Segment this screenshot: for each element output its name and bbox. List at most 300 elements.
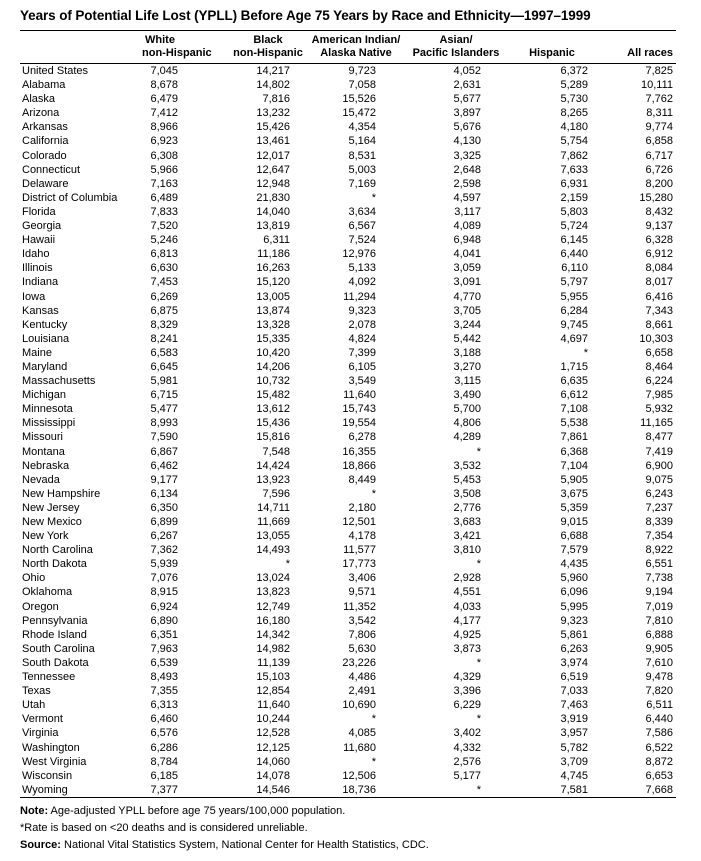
value-american-indian-alaska-native: 15,743 [342, 403, 376, 416]
value-american-indian-alaska-native: 7,524 [348, 234, 376, 247]
state-name: New Jersey [22, 501, 80, 514]
value-american-indian-alaska-native: 10,690 [342, 699, 376, 712]
value-hispanic: 6,519 [560, 671, 588, 684]
value-american-indian-alaska-native: 3,542 [348, 614, 376, 627]
value-all-races: 6,551 [645, 558, 673, 571]
value-american-indian-alaska-native: 16,355 [342, 445, 376, 458]
table-row [20, 459, 676, 473]
value-black-non-hispanic: 12,647 [256, 163, 290, 176]
value-hispanic: 7,633 [560, 163, 588, 176]
table-row [20, 149, 676, 163]
table-row [20, 247, 676, 261]
value-american-indian-alaska-native: 5,164 [348, 135, 376, 148]
value-white-non-hispanic: 6,267 [150, 530, 178, 543]
value-all-races: 7,354 [645, 530, 673, 543]
asterisk-note-line: *Rate is based on <20 deaths and is considered unreliable. [20, 821, 308, 834]
value-black-non-hispanic: 14,342 [256, 628, 290, 641]
value-all-races: 8,432 [645, 205, 673, 218]
value-american-indian-alaska-native: 3,549 [348, 375, 376, 388]
value-all-races: 8,339 [645, 516, 673, 528]
value-asian-pacific-islanders: * [476, 445, 481, 458]
table-row [20, 614, 676, 628]
state-name: Wyoming [22, 783, 68, 796]
note-line [20, 803, 676, 820]
value-american-indian-alaska-native: 6,105 [348, 360, 376, 373]
table-row [20, 684, 676, 698]
table-row [20, 163, 676, 177]
value-hispanic: 7,861 [560, 431, 588, 444]
value-american-indian-alaska-native: 4,354 [348, 121, 376, 134]
value-hispanic: 5,724 [560, 220, 588, 233]
value-white-non-hispanic: 6,479 [150, 93, 178, 106]
value-white-non-hispanic: 6,460 [150, 713, 178, 726]
value-asian-pacific-islanders: 3,091 [453, 276, 481, 289]
col-header-line: Asian/ [439, 34, 473, 46]
table-row [20, 642, 676, 656]
value-white-non-hispanic: 6,313 [150, 699, 178, 712]
table-row [20, 261, 676, 275]
state-name: Delaware [22, 177, 69, 190]
value-white-non-hispanic: 6,923 [150, 135, 178, 148]
value-asian-pacific-islanders: 4,052 [453, 65, 481, 77]
value-hispanic: 4,435 [560, 558, 588, 571]
value-hispanic: 9,015 [560, 516, 588, 528]
value-american-indian-alaska-native: 7,806 [348, 628, 376, 641]
value-asian-pacific-islanders: 2,776 [453, 501, 481, 514]
value-asian-pacific-islanders: 5,442 [453, 332, 481, 345]
value-hispanic: 9,323 [560, 614, 588, 627]
value-all-races: 7,019 [645, 600, 673, 613]
value-american-indian-alaska-native: 8,449 [348, 473, 376, 486]
value-black-non-hispanic: 13,024 [256, 572, 290, 585]
value-american-indian-alaska-native: 17,773 [342, 558, 376, 571]
value-hispanic: 6,263 [560, 642, 588, 655]
table-row [20, 388, 676, 402]
ypll-table [20, 30, 676, 798]
value-black-non-hispanic: 13,923 [256, 473, 290, 486]
table-row [20, 275, 676, 289]
value-hispanic: 7,463 [560, 699, 588, 712]
state-name: Illinois [22, 262, 53, 275]
value-black-non-hispanic: 13,612 [256, 403, 290, 416]
value-all-races: 6,224 [645, 375, 673, 388]
value-all-races: 6,511 [646, 699, 673, 712]
state-name: North Carolina [22, 544, 93, 557]
value-all-races: 8,311 [646, 107, 673, 120]
state-name: Vermont [22, 713, 63, 726]
value-all-races: 6,522 [645, 741, 673, 754]
value-asian-pacific-islanders: 3,421 [453, 530, 481, 543]
value-white-non-hispanic: 7,377 [150, 783, 178, 796]
value-asian-pacific-islanders: 4,925 [453, 628, 481, 641]
value-black-non-hispanic: 10,420 [256, 346, 290, 359]
value-hispanic: 7,862 [560, 149, 588, 162]
value-white-non-hispanic: 8,241 [150, 332, 178, 345]
col-header-line: Pacific Islanders [412, 47, 500, 59]
value-hispanic: 7,579 [560, 544, 588, 557]
state-name: Texas [22, 685, 51, 698]
value-white-non-hispanic: 8,329 [150, 318, 178, 331]
value-asian-pacific-islanders: * [476, 558, 481, 571]
value-american-indian-alaska-native: 2,180 [348, 501, 376, 514]
value-white-non-hispanic: 6,867 [150, 445, 178, 458]
value-all-races: 7,610 [645, 656, 673, 669]
value-black-non-hispanic: 10,732 [256, 375, 290, 388]
value-all-races: 7,820 [645, 685, 673, 698]
value-all-races: 9,075 [645, 473, 673, 486]
value-white-non-hispanic: 7,833 [150, 205, 178, 218]
value-all-races: 8,661 [645, 318, 673, 331]
value-american-indian-alaska-native: 15,526 [342, 93, 376, 106]
value-black-non-hispanic: 10,244 [256, 713, 290, 726]
value-american-indian-alaska-native: 12,501 [342, 516, 376, 528]
value-white-non-hispanic: 6,462 [150, 459, 178, 472]
value-white-non-hispanic: 8,678 [150, 79, 178, 92]
state-name: Massachusetts [22, 375, 96, 388]
state-name: United States [22, 65, 89, 77]
col-header-state [20, 31, 142, 64]
state-name: Kansas [22, 304, 59, 317]
value-hispanic: * [583, 346, 588, 359]
value-white-non-hispanic: 6,583 [150, 346, 178, 359]
value-white-non-hispanic: 7,362 [150, 544, 178, 557]
value-american-indian-alaska-native: 8,531 [348, 149, 376, 162]
value-white-non-hispanic: 6,899 [150, 516, 178, 528]
value-white-non-hispanic: 6,308 [150, 149, 178, 162]
value-hispanic: 8,265 [560, 107, 588, 120]
col-header-all-races [608, 31, 676, 64]
value-hispanic: 5,730 [560, 93, 588, 106]
value-asian-pacific-islanders: 4,041 [453, 248, 481, 261]
table-row [20, 374, 676, 388]
value-all-races: 10,111 [640, 79, 673, 92]
value-asian-pacific-islanders: 3,402 [453, 727, 481, 740]
state-name: Missouri [22, 431, 63, 444]
table-row [20, 670, 676, 684]
value-black-non-hispanic: 12,749 [256, 600, 290, 613]
value-american-indian-alaska-native: 3,634 [348, 205, 376, 218]
value-hispanic: 2,159 [560, 191, 588, 204]
value-asian-pacific-islanders: 5,177 [453, 769, 481, 782]
value-white-non-hispanic: 7,412 [150, 107, 178, 120]
value-all-races: 7,343 [645, 304, 673, 317]
source-text: National Vital Statistics System, National Center for Health Statistics, CDC. [60, 838, 429, 851]
value-all-races: 6,912 [645, 248, 673, 261]
value-white-non-hispanic: 5,939 [150, 558, 178, 571]
value-hispanic: 7,581 [560, 783, 588, 796]
table-row [20, 600, 676, 614]
value-asian-pacific-islanders: 3,705 [453, 304, 481, 317]
state-name: Minnesota [22, 403, 73, 416]
value-asian-pacific-islanders: 3,873 [453, 642, 481, 655]
value-american-indian-alaska-native: 4,092 [348, 276, 376, 289]
state-name: Montana [22, 445, 65, 458]
table-row [20, 290, 676, 304]
value-hispanic: 6,372 [560, 65, 588, 77]
source-label: Source: [20, 838, 61, 851]
table-row [20, 64, 676, 79]
table-row [20, 134, 676, 148]
value-black-non-hispanic: 15,335 [256, 332, 290, 345]
value-asian-pacific-islanders: 3,059 [453, 262, 481, 275]
value-all-races: 6,726 [645, 163, 673, 176]
value-american-indian-alaska-native: 4,486 [348, 671, 376, 684]
table-row [20, 332, 676, 346]
value-black-non-hispanic: 13,328 [256, 318, 290, 331]
state-name: Iowa [22, 290, 46, 303]
value-hispanic: 5,754 [560, 135, 588, 148]
value-black-non-hispanic: 13,823 [256, 586, 290, 599]
value-white-non-hispanic: 6,630 [150, 262, 178, 275]
table-row [20, 402, 676, 416]
value-white-non-hispanic: 6,269 [150, 290, 178, 303]
value-asian-pacific-islanders: 3,115 [454, 375, 481, 388]
value-black-non-hispanic: 21,830 [256, 191, 290, 204]
source-line [20, 837, 676, 854]
value-all-races: 8,464 [645, 360, 673, 373]
value-american-indian-alaska-native: 5,003 [348, 163, 376, 176]
value-american-indian-alaska-native: 12,506 [342, 769, 376, 782]
value-asian-pacific-islanders: 4,597 [453, 191, 481, 204]
value-all-races: 6,440 [645, 713, 673, 726]
value-asian-pacific-islanders: 4,130 [453, 135, 481, 148]
value-black-non-hispanic: 12,948 [256, 177, 290, 190]
state-name: Rhode Island [22, 628, 87, 641]
value-hispanic: 7,104 [560, 459, 588, 472]
value-black-non-hispanic: 6,311 [263, 234, 290, 247]
note-label: Note: [20, 804, 49, 817]
value-black-non-hispanic: 11,640 [257, 699, 290, 712]
value-all-races: 6,653 [645, 769, 673, 782]
table-row [20, 769, 676, 783]
value-asian-pacific-islanders: 4,551 [453, 586, 481, 599]
value-all-races: 7,825 [645, 65, 673, 77]
value-black-non-hispanic: 16,180 [256, 614, 290, 627]
value-white-non-hispanic: 7,453 [150, 276, 178, 289]
table-row [20, 726, 676, 740]
value-asian-pacific-islanders: 3,117 [454, 205, 481, 218]
value-asian-pacific-islanders: 5,700 [453, 403, 481, 416]
value-asian-pacific-islanders: 3,810 [453, 544, 481, 557]
value-asian-pacific-islanders: 3,532 [453, 459, 481, 472]
state-name: Nevada [22, 473, 60, 486]
state-name: Colorado [22, 149, 67, 162]
value-hispanic: 6,688 [560, 530, 588, 543]
value-hispanic: 5,861 [560, 628, 588, 641]
value-american-indian-alaska-native: 18,736 [342, 783, 376, 796]
table-row [20, 557, 676, 571]
value-all-races: 7,586 [645, 727, 673, 740]
state-name: Georgia [22, 220, 62, 233]
value-american-indian-alaska-native: 18,866 [342, 459, 376, 472]
value-all-races: 5,932 [645, 403, 673, 416]
value-american-indian-alaska-native: 7,169 [348, 177, 376, 190]
value-all-races: 9,905 [645, 642, 673, 655]
value-black-non-hispanic: 14,206 [256, 360, 290, 373]
state-name: Louisiana [22, 332, 70, 345]
value-black-non-hispanic: 11,139 [257, 656, 290, 669]
state-name: Nebraska [22, 459, 70, 472]
value-asian-pacific-islanders: 3,490 [453, 389, 481, 402]
state-name: Hawaii [22, 234, 56, 247]
state-name: Maryland [22, 360, 68, 373]
value-all-races: 9,194 [645, 586, 673, 599]
state-name: Ohio [22, 572, 46, 585]
table-body [20, 64, 676, 798]
value-asian-pacific-islanders: 5,453 [453, 473, 481, 486]
value-all-races: 6,717 [645, 149, 673, 162]
value-american-indian-alaska-native: 3,406 [348, 572, 376, 585]
state-name: Alabama [22, 79, 66, 92]
value-hispanic: 6,368 [560, 445, 588, 458]
value-american-indian-alaska-native: 9,323 [348, 304, 376, 317]
value-all-races: 7,668 [645, 783, 673, 796]
value-hispanic: 5,782 [560, 741, 588, 754]
table-row [20, 191, 676, 205]
table-row [20, 92, 676, 106]
table-row [20, 106, 676, 120]
value-asian-pacific-islanders: * [476, 656, 481, 669]
value-white-non-hispanic: 6,286 [150, 741, 178, 754]
footnotes [20, 803, 676, 854]
state-name: Arkansas [22, 121, 68, 134]
table-row [20, 205, 676, 219]
state-name: Connecticut [22, 163, 81, 176]
value-white-non-hispanic: 8,784 [150, 755, 178, 768]
table-header [20, 31, 676, 64]
value-asian-pacific-islanders: 3,508 [453, 487, 481, 500]
col-header-hispanic [508, 31, 608, 64]
value-asian-pacific-islanders: 4,033 [453, 600, 481, 613]
state-name: South Carolina [22, 642, 95, 655]
value-all-races: 6,858 [645, 135, 673, 148]
value-white-non-hispanic: 6,185 [150, 769, 178, 782]
table-row [20, 487, 676, 501]
value-asian-pacific-islanders: 5,677 [453, 93, 481, 106]
value-hispanic: 5,960 [560, 572, 588, 585]
state-name: Kentucky [22, 318, 68, 331]
value-white-non-hispanic: 6,813 [150, 248, 178, 261]
value-hispanic: 5,538 [560, 417, 588, 430]
value-all-races: 8,922 [645, 544, 673, 557]
table-row [20, 78, 676, 92]
value-white-non-hispanic: 9,177 [150, 473, 178, 486]
value-hispanic: 5,803 [560, 205, 588, 218]
value-all-races: 6,658 [645, 346, 673, 359]
value-all-races: 6,328 [645, 234, 673, 247]
value-american-indian-alaska-native: 9,571 [348, 586, 376, 599]
value-black-non-hispanic: 7,548 [262, 445, 290, 458]
value-american-indian-alaska-native: 6,278 [348, 431, 376, 444]
state-name: Alaska [22, 93, 56, 106]
value-hispanic: 5,797 [560, 276, 588, 289]
table-row [20, 628, 676, 642]
value-all-races: 15,280 [639, 191, 673, 204]
value-black-non-hispanic: 14,711 [257, 501, 290, 514]
value-black-non-hispanic: 14,982 [256, 642, 290, 655]
table-row [20, 741, 676, 755]
value-asian-pacific-islanders: 3,325 [453, 149, 481, 162]
value-american-indian-alaska-native: * [371, 755, 376, 768]
table-row [20, 529, 676, 543]
state-name: Arizona [22, 107, 60, 120]
value-american-indian-alaska-native: * [371, 487, 376, 500]
value-american-indian-alaska-native: 11,577 [343, 544, 376, 557]
value-asian-pacific-islanders: 6,948 [453, 234, 481, 247]
state-name: California [22, 135, 69, 148]
value-white-non-hispanic: 5,966 [150, 163, 178, 176]
value-black-non-hispanic: 14,424 [256, 459, 290, 472]
value-hispanic: 4,697 [560, 332, 588, 345]
value-all-races: 7,810 [645, 614, 673, 627]
value-asian-pacific-islanders: 4,332 [453, 741, 481, 754]
state-name: Oregon [22, 600, 59, 613]
value-black-non-hispanic: 12,125 [256, 741, 290, 754]
value-hispanic: 9,745 [560, 318, 588, 331]
value-black-non-hispanic: 14,546 [256, 783, 290, 796]
value-american-indian-alaska-native: 4,085 [348, 727, 376, 740]
header-row [20, 31, 676, 64]
col-header-line: Alaska Native [320, 47, 392, 59]
value-american-indian-alaska-native: 4,178 [348, 530, 376, 543]
value-american-indian-alaska-native: * [371, 713, 376, 726]
value-white-non-hispanic: 6,351 [150, 628, 178, 641]
value-black-non-hispanic: 12,017 [256, 149, 290, 162]
value-asian-pacific-islanders: 3,188 [453, 346, 481, 359]
table-title: Years of Potential Life Lost (YPLL) Before Age 75 Years by Race and Ethnicity—1997–1999 [20, 8, 591, 23]
col-header-american-indian-alaska-native [310, 31, 402, 64]
table-row [20, 515, 676, 529]
value-hispanic: 1,715 [560, 360, 588, 373]
value-white-non-hispanic: 6,350 [150, 501, 178, 514]
state-name: Wisconsin [22, 769, 73, 782]
value-black-non-hispanic: 15,482 [256, 389, 290, 402]
value-hispanic: 6,110 [561, 262, 588, 275]
value-black-non-hispanic: 12,528 [256, 727, 290, 740]
value-white-non-hispanic: 5,477 [150, 403, 178, 416]
value-all-races: 9,137 [645, 220, 673, 233]
table-row [20, 120, 676, 134]
col-header-white-non-hispanic [142, 31, 212, 64]
value-white-non-hispanic: 7,355 [150, 685, 178, 698]
value-hispanic: 7,033 [560, 685, 588, 698]
value-asian-pacific-islanders: 3,683 [453, 516, 481, 528]
value-black-non-hispanic: 13,055 [256, 530, 290, 543]
state-name: Idaho [22, 248, 50, 261]
value-american-indian-alaska-native: 5,133 [348, 262, 376, 275]
value-american-indian-alaska-native: 7,399 [348, 346, 376, 359]
value-hispanic: 6,096 [560, 586, 588, 599]
table-row [20, 360, 676, 374]
value-black-non-hispanic: 13,461 [256, 135, 290, 148]
value-white-non-hispanic: 8,493 [150, 671, 178, 684]
note-text: Age-adjusted YPLL before age 75 years/100,000 population. [48, 804, 346, 817]
value-black-non-hispanic: 13,005 [256, 290, 290, 303]
value-hispanic: 5,995 [560, 600, 588, 613]
value-american-indian-alaska-native: 2,078 [348, 318, 376, 331]
value-black-non-hispanic: * [285, 558, 290, 571]
value-white-non-hispanic: 8,993 [150, 417, 178, 430]
table-row [20, 445, 676, 459]
value-white-non-hispanic: 7,590 [150, 431, 178, 444]
value-all-races: 7,419 [645, 445, 673, 458]
value-american-indian-alaska-native: 15,472 [342, 107, 376, 120]
value-all-races: 7,762 [645, 93, 673, 106]
value-asian-pacific-islanders: * [476, 783, 481, 796]
value-all-races: 7,738 [645, 572, 673, 585]
value-hispanic: 6,612 [560, 389, 588, 402]
value-asian-pacific-islanders: 2,598 [453, 177, 481, 190]
